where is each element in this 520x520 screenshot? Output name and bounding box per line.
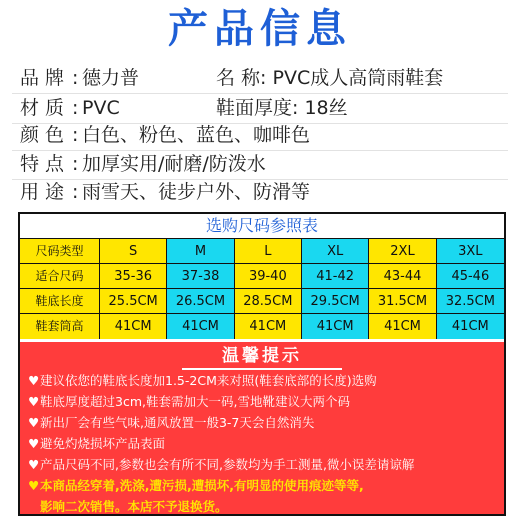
size-table xyxy=(18,212,506,346)
info-label: 品 牌 xyxy=(20,67,65,89)
info-label: 特 点 xyxy=(20,153,65,175)
info-label: 鞋面厚度 xyxy=(216,97,293,119)
notice-line-warning: ♥本商品经穿着,洗涤,遭污损,遭损坏,有明显的使用痕迹等等, xyxy=(20,475,504,496)
table-cell: 37-38 xyxy=(167,264,234,289)
table-cell: 41CM xyxy=(302,314,369,339)
table-cell: 41CM xyxy=(100,314,167,339)
table-cell: 41-42 xyxy=(302,264,369,289)
table-cell: XL xyxy=(302,239,369,264)
size-table-title: 选购尺码参照表 xyxy=(20,214,504,239)
table-cell: 31.5CM xyxy=(369,289,436,314)
table-cell: S xyxy=(100,239,167,264)
heart-icon: ♥ xyxy=(28,457,40,472)
info-value: 加厚实用/耐磨/防泼水 xyxy=(82,153,266,175)
notice-line: ♥建议依您的鞋底长度加1.5-2CM来对照(鞋套底部的长度)选购 xyxy=(20,370,504,391)
info-row-usage: 用 途 : 雨雪天、徒步户外、防滑等 xyxy=(20,181,311,203)
table-cell: 43-44 xyxy=(369,264,436,289)
info-value: 德力普 xyxy=(82,67,140,89)
heart-icon: ♥ xyxy=(28,478,40,493)
table-cell: L xyxy=(235,239,302,264)
notice-line: ♥避免灼烧损坏产品表面 xyxy=(20,433,504,454)
info-label: 颜 色 xyxy=(20,124,65,146)
heart-icon: ♥ xyxy=(28,394,40,409)
heart-icon: ♥ xyxy=(28,415,40,430)
table-cell: 41CM xyxy=(235,314,302,339)
info-label: 材 质 xyxy=(20,97,65,119)
notice-line: ♥新出厂会有些气味,通风放置一般3-7天会自然消失 xyxy=(20,412,504,433)
table-cell: 45-46 xyxy=(437,264,504,289)
info-value: 白色、粉色、蓝色、咖啡色 xyxy=(82,124,311,146)
table-cell: 25.5CM xyxy=(100,289,167,314)
table-cell: 鞋套筒高 xyxy=(20,314,100,339)
heart-icon: ♥ xyxy=(28,436,40,451)
info-row-material: 材 质 : PVC 鞋面厚度: 18丝 xyxy=(20,97,348,119)
heart-icon: ♥ xyxy=(28,373,40,388)
info-row-brand: 品 牌 : 德力普 名 称: PVC成人高筒雨鞋套 xyxy=(20,67,444,89)
table-cell: 41CM xyxy=(167,314,234,339)
table-cell: 28.5CM xyxy=(235,289,302,314)
notice-title: 温馨提示 xyxy=(182,344,342,370)
table-cell: 39-40 xyxy=(235,264,302,289)
info-value: PVC xyxy=(82,97,120,119)
table-cell: 3XL xyxy=(437,239,504,264)
info-label: 用 途 xyxy=(20,181,65,203)
table-cell: 26.5CM xyxy=(167,289,234,314)
table-cell: 32.5CM xyxy=(437,289,504,314)
notice-panel xyxy=(18,342,506,516)
table-cell: 35-36 xyxy=(100,264,167,289)
table-cell: 鞋底长度 xyxy=(20,289,100,314)
page-title: 产品信息 xyxy=(168,6,352,52)
table-cell: 41CM xyxy=(437,314,504,339)
table-cell: 29.5CM xyxy=(302,289,369,314)
size-table-grid xyxy=(20,239,504,339)
notice-line: ♥鞋底厚度超过3cm,鞋套需加大一码,雪地靴建议大两个码 xyxy=(20,391,504,412)
table-cell: 2XL xyxy=(369,239,436,264)
info-value: PVC成人高筒雨鞋套 xyxy=(272,67,444,89)
info-row-feature: 特 点 : 加厚实用/耐磨/防泼水 xyxy=(20,153,266,175)
info-row-color: 颜 色 : 白色、粉色、蓝色、咖啡色 xyxy=(20,124,311,146)
notice-line: ♥产品尺码不同,参数也会有所不同,参数均为手工测量,微小误差请谅解 xyxy=(20,454,504,475)
table-cell: M xyxy=(167,239,234,264)
table-cell: 适合尺码 xyxy=(20,264,100,289)
table-cell: 41CM xyxy=(369,314,436,339)
table-cell: 尺码类型 xyxy=(20,239,100,264)
info-value: 18丝 xyxy=(304,97,348,119)
info-label: 名 称 xyxy=(216,67,261,89)
info-value: 雨雪天、徒步户外、防滑等 xyxy=(82,181,311,203)
notice-line-warning: 影响二次销售。本店不予退换货。 xyxy=(40,499,228,514)
